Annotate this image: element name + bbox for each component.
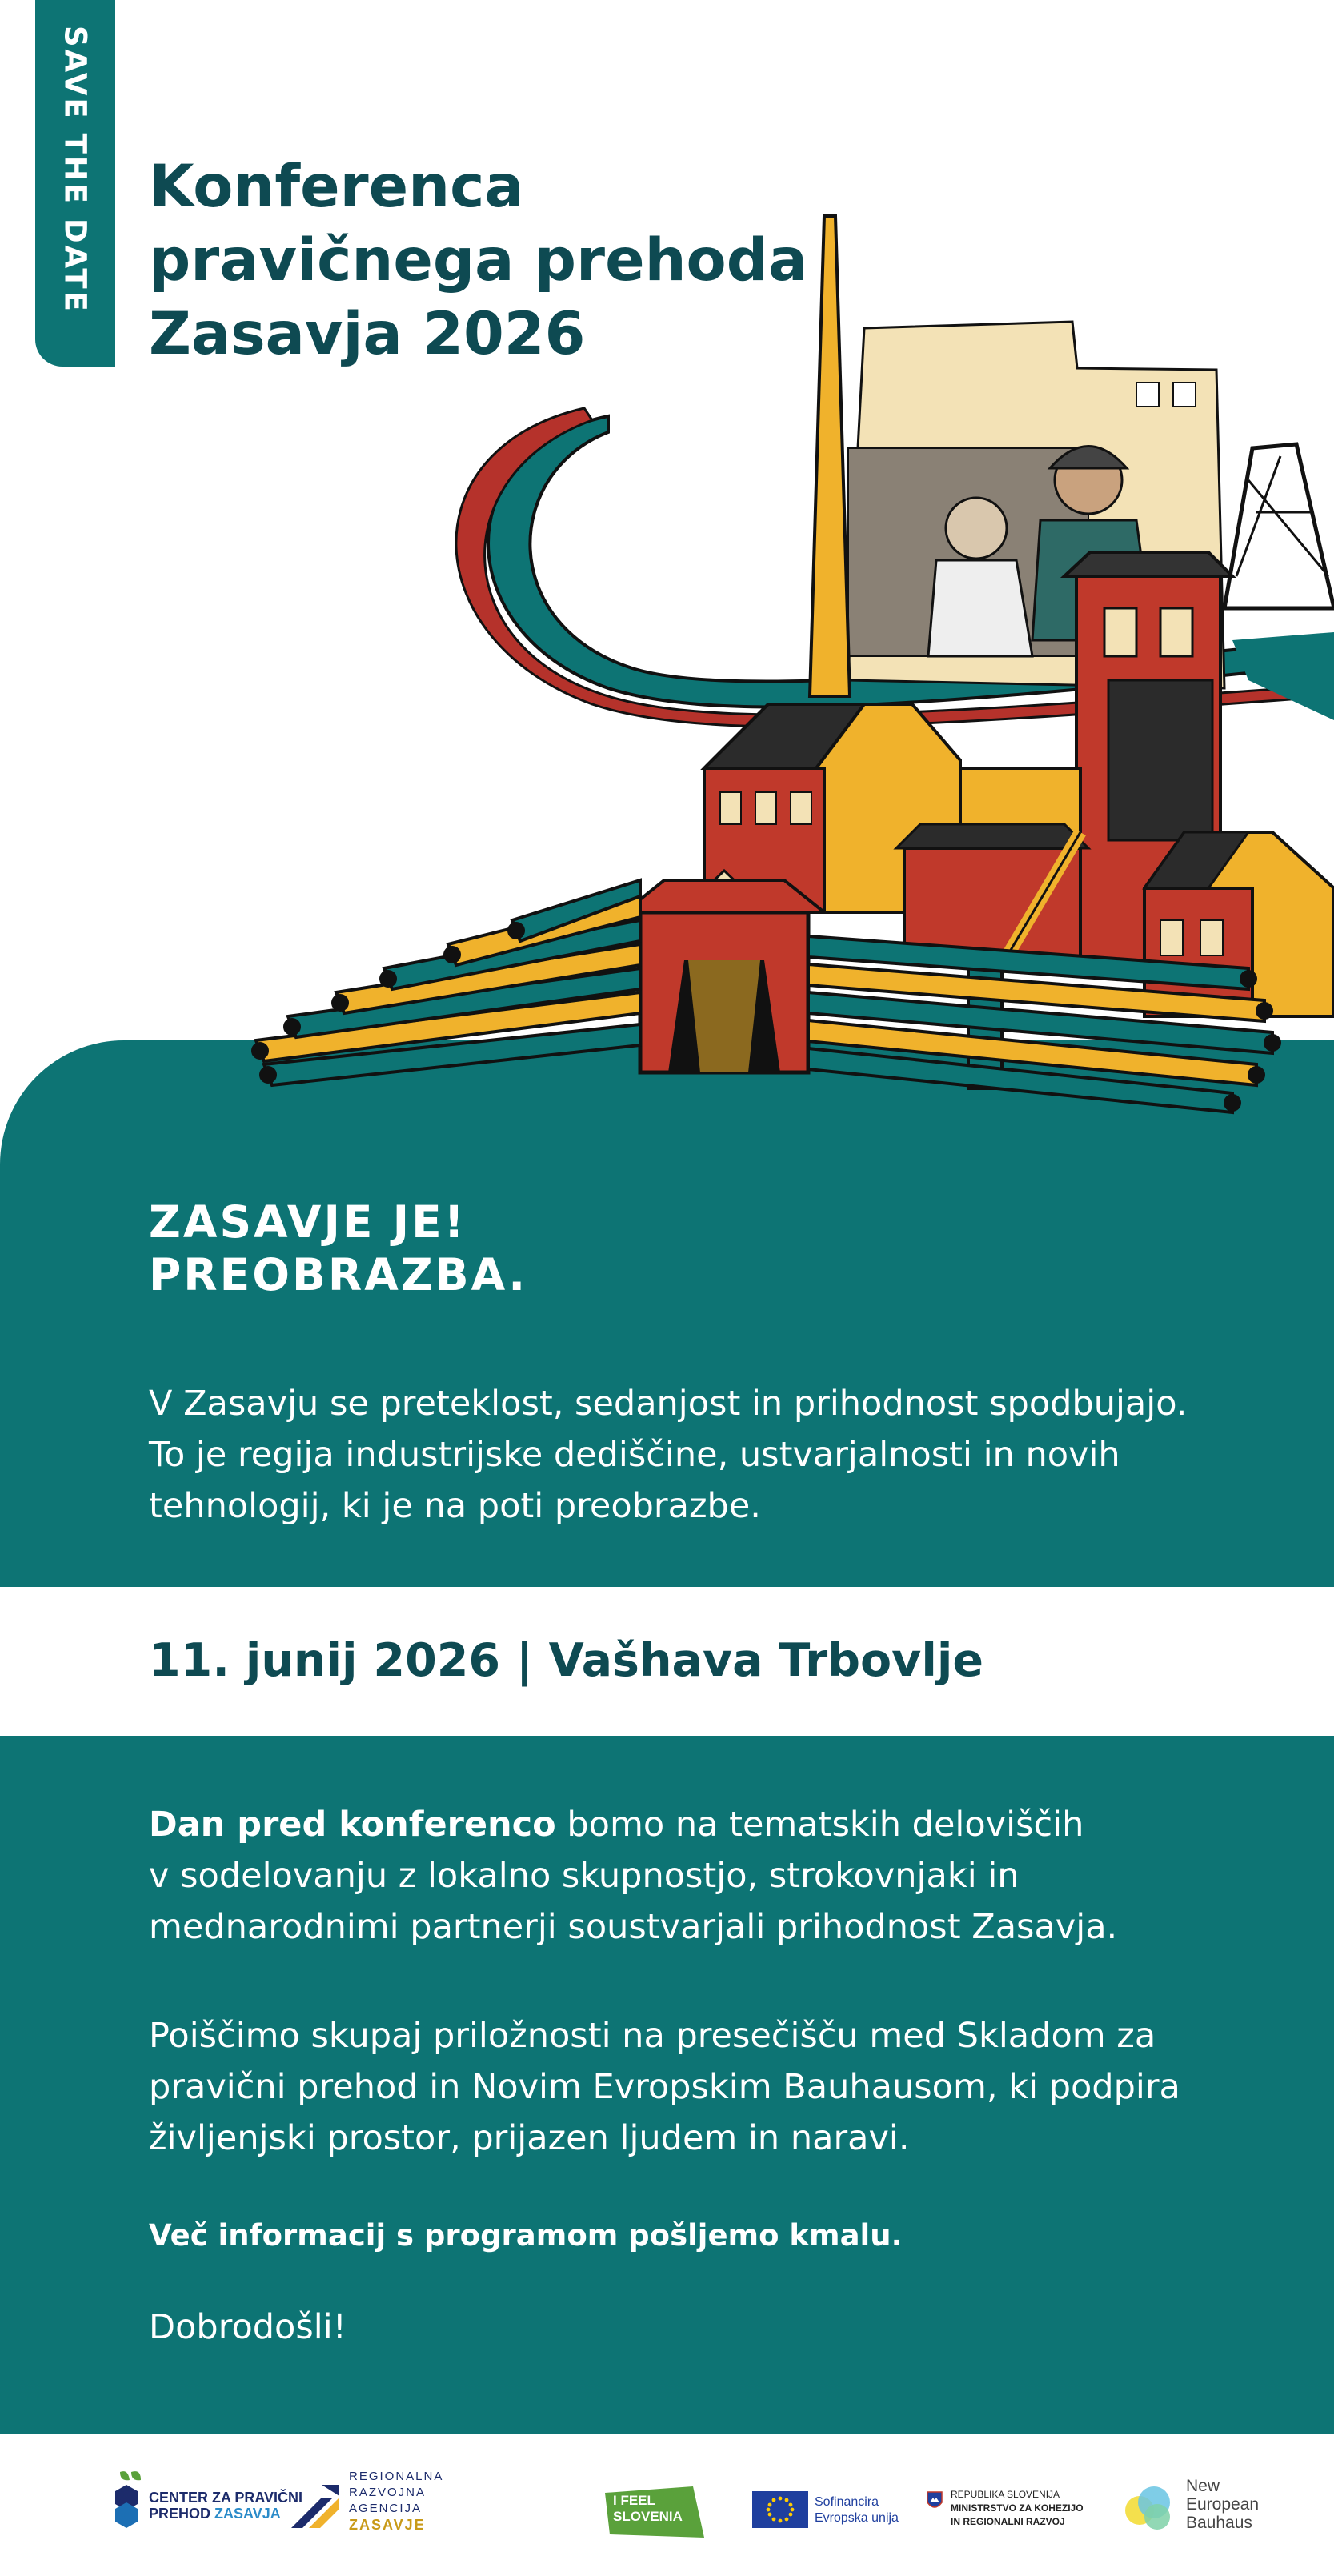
title-line: Konferenca <box>149 153 524 221</box>
title-line: Zasavja 2026 <box>149 300 586 368</box>
tagline-line: PREOBRAZBA. <box>149 1249 528 1300</box>
logo-line: Bauhaus <box>1186 2514 1252 2532</box>
logo-line: New <box>1186 2477 1220 2495</box>
logo-new-european-bauhaus <box>1119 2469 1279 2546</box>
logo-line: REGIONALNA <box>349 2470 444 2483</box>
logo-line: MINISTRSTVO ZA KOHEZIJO <box>951 2502 1084 2514</box>
pipe-stack-left <box>256 880 640 1085</box>
logo-line: SLOVENIA <box>613 2509 683 2524</box>
welcome-text: Dobrodošli! <box>149 2307 347 2347</box>
hexagon-leaf-icon <box>109 2469 149 2536</box>
logo-i-feel-slovenia <box>605 2486 704 2538</box>
logo-center-pravicni-prehod <box>109 2469 303 2541</box>
logo-line: RAZVOJNA <box>349 2486 427 2499</box>
coat-of-arms-icon <box>1136 383 1159 407</box>
woman-portrait <box>946 498 1007 559</box>
day-before-line: v sodelovanju z lokalno skupnostjo, strokovnjaki in <box>149 1856 1020 1896</box>
logo-line: AGENCIJA <box>349 2502 423 2515</box>
logo-ministry-cohesion <box>927 2488 1111 2536</box>
logo-line: Sofinancira <box>815 2495 879 2509</box>
eu-flag-icon <box>752 2491 808 2528</box>
logo-line: REPUBLIKA SLOVENIJA <box>951 2489 1060 2500</box>
logo-accent: ZASAVJA <box>214 2506 281 2522</box>
neb-circles-icon <box>1119 2475 1183 2539</box>
title-line: pravičnega prehoda <box>149 226 808 294</box>
day-before-paragraph <box>149 1799 1285 1953</box>
coat-of-arms-icon <box>1173 383 1196 407</box>
logo-accent: ZASAVJE <box>349 2517 426 2533</box>
opportunity-paragraph <box>149 2010 1285 2164</box>
event-date-location: 11. junij 2026 | Vašhava Trbovlje <box>149 1634 984 1687</box>
intro-paragraph <box>149 1378 1301 1532</box>
river-right <box>1232 632 1334 720</box>
day-before-line: mednarodnimi partnerji soustvarjali prihodnost Zasavja. <box>149 1907 1118 1947</box>
more-info-note: Več informacij s programom pošljemo kmalu. <box>149 2218 903 2253</box>
logo-eu-cofinancing <box>752 2490 912 2534</box>
logo-line: European <box>1186 2495 1260 2514</box>
logo-line: IN REGIONALNI RAZVOJ <box>951 2516 1065 2527</box>
logo-line: Evropska unija <box>815 2511 899 2525</box>
logo-rra-zasavje <box>290 2469 444 2549</box>
logo-line: I FEEL <box>613 2493 655 2508</box>
day-before-text: bomo na tematskih deloviščih <box>555 1805 1084 1845</box>
rra-chevron-icon <box>290 2482 343 2530</box>
logo-line: PREHOD <box>149 2506 211 2522</box>
intro-line: To je regija industrijske dediščine, ustvarjalnosti in novih <box>149 1435 1120 1475</box>
opportunity-line: pravični prehod in Novim Evropskim Bauhausom, ki podpira <box>149 2067 1180 2107</box>
tagline <box>149 1196 527 1301</box>
intro-line: V Zasavju se preteklost, sedanjost in prihodnost spodbujajo. <box>149 1384 1188 1424</box>
save-the-date-label: SAVE THE DATE <box>58 26 93 314</box>
chimney <box>810 216 850 696</box>
logo-line: CENTER ZA PRAVIČNI <box>149 2490 303 2506</box>
tagline-line: ZASAVJE JE! <box>149 1196 467 1248</box>
industrial-heritage-illustration <box>0 192 1334 1120</box>
partner-logos-footer <box>0 2434 1334 2576</box>
slovenia-coat-of-arms-icon <box>927 2491 943 2512</box>
opportunity-line: življenjski prostor, prijazen ljudem in naravi. <box>149 2118 910 2158</box>
intro-line: tehnologij, ki je na poti preobrazbe. <box>149 1486 761 1526</box>
headframe-tower <box>1224 444 1334 608</box>
opportunity-line: Poiščimo skupaj priložnosti na presečišču med Skladom za <box>149 2016 1156 2056</box>
day-before-bold: Dan pred konferenco <box>149 1805 556 1845</box>
